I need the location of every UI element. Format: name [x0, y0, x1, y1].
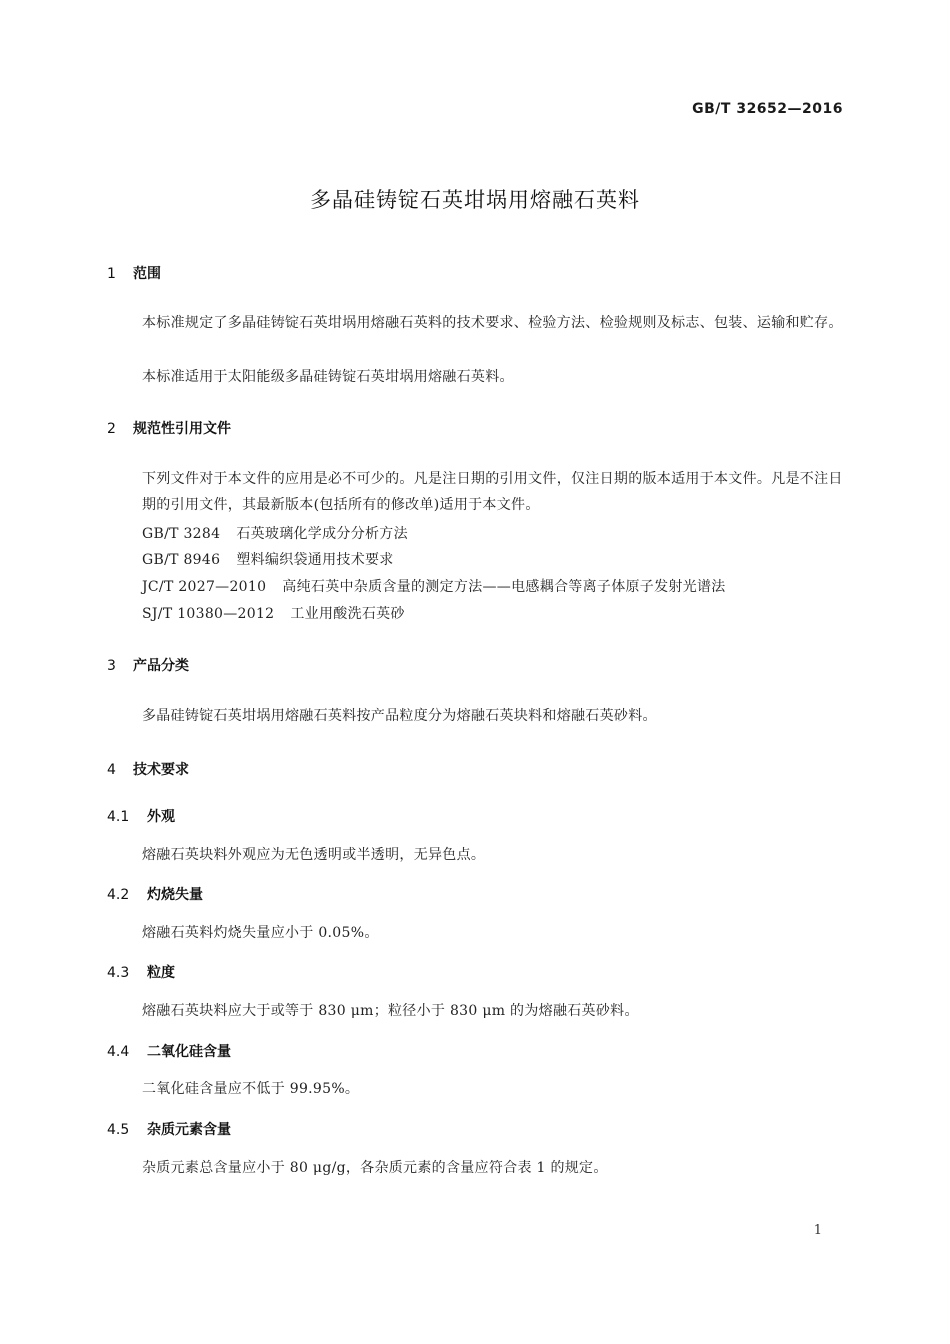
reference-code: SJ/T 10380—2012	[142, 606, 275, 622]
section-4-heading	[107, 759, 189, 779]
subsection-number: 4.5	[107, 1122, 130, 1138]
subsection-title: 二氧化硅含量	[147, 1044, 231, 1060]
reference-code: JC/T 2027—2010	[142, 579, 267, 595]
normative-reference-item	[142, 549, 394, 569]
subsection-number: 4.1	[107, 809, 130, 825]
subsection-title: 粒度	[147, 965, 175, 981]
section-title: 产品分类	[133, 658, 189, 674]
section-title: 范围	[133, 266, 161, 282]
subsection-4-3-heading	[107, 962, 175, 982]
section-1-paragraph-2: 本标准适用于太阳能级多晶硅铸锭石英坩埚用熔融石英料。	[142, 369, 514, 385]
reference-title: 工业用酸洗石英砂	[290, 606, 405, 622]
section-1-heading	[107, 263, 161, 283]
reference-code: GB/T 3284	[142, 526, 221, 542]
paragraph-text: 下列文件对于本文件的应用是必不可少的。凡是注日期的引用文件，仅注日期的版本适用于本文件。凡是不注日期的引用文件，其最新版本(包括所有的修改单)适用于本文件。	[142, 471, 843, 513]
section-number: 2	[107, 421, 116, 437]
subsection-4-4-text: 二氧化硅含量应不低于 99.95%。	[142, 1081, 360, 1097]
section-3-paragraph-1: 多晶硅铸锭石英坩埚用熔融石英料按产品粒度分为熔融石英块料和熔融石英砂料。	[142, 708, 657, 724]
paragraph-text: 本标准规定了多晶硅铸锭石英坩埚用熔融石英料的技术要求、检验方法、检验规则及标志、包装、运输和贮存。	[142, 315, 843, 331]
subsection-number: 4.4	[107, 1044, 130, 1060]
normative-reference-item	[142, 576, 726, 596]
standard-code: GB/T 32652—2016	[692, 101, 843, 117]
section-2-paragraph-1	[107, 466, 847, 518]
subsection-title: 灼烧失量	[147, 887, 203, 903]
normative-reference-item	[142, 523, 408, 543]
subsection-4-3-text: 熔融石英块料应大于或等于 830 μm；粒径小于 830 μm 的为熔融石英砂料。	[142, 1003, 639, 1019]
subsection-4-5-heading	[107, 1119, 231, 1139]
normative-reference-item	[142, 603, 405, 623]
section-title: 技术要求	[133, 762, 189, 778]
section-number: 4	[107, 762, 116, 778]
subsection-title: 外观	[147, 809, 175, 825]
subsection-4-1-heading	[107, 806, 175, 826]
subsection-4-2-text: 熔融石英料灼烧失量应小于 0.05%。	[142, 925, 379, 941]
reference-code: GB/T 8946	[142, 552, 221, 568]
section-1-paragraph-1	[107, 310, 847, 336]
reference-title: 高纯石英中杂质含量的测定方法——电感耦合等离子体原子发射光谱法	[282, 579, 726, 595]
subsection-4-2-heading	[107, 884, 203, 904]
subsection-number: 4.2	[107, 887, 130, 903]
subsection-4-1-text: 熔融石英块料外观应为无色透明或半透明，无异色点。	[142, 847, 486, 863]
section-2-heading	[107, 418, 231, 438]
subsection-title: 杂质元素含量	[147, 1122, 231, 1138]
section-number: 3	[107, 658, 116, 674]
page-number: 1	[813, 1223, 822, 1238]
subsection-number: 4.3	[107, 965, 130, 981]
subsection-4-4-heading	[107, 1041, 231, 1061]
reference-title: 塑料编织袋通用技术要求	[236, 552, 394, 568]
section-title: 规范性引用文件	[133, 421, 231, 437]
document-title: 多晶硅铸锭石英坩埚用熔融石英料	[310, 188, 640, 212]
subsection-4-5-text: 杂质元素总含量应小于 80 μg/g，各杂质元素的含量应符合表 1 的规定。	[142, 1160, 608, 1176]
reference-title: 石英玻璃化学成分分析方法	[236, 526, 408, 542]
section-number: 1	[107, 266, 116, 282]
section-3-heading	[107, 655, 189, 675]
